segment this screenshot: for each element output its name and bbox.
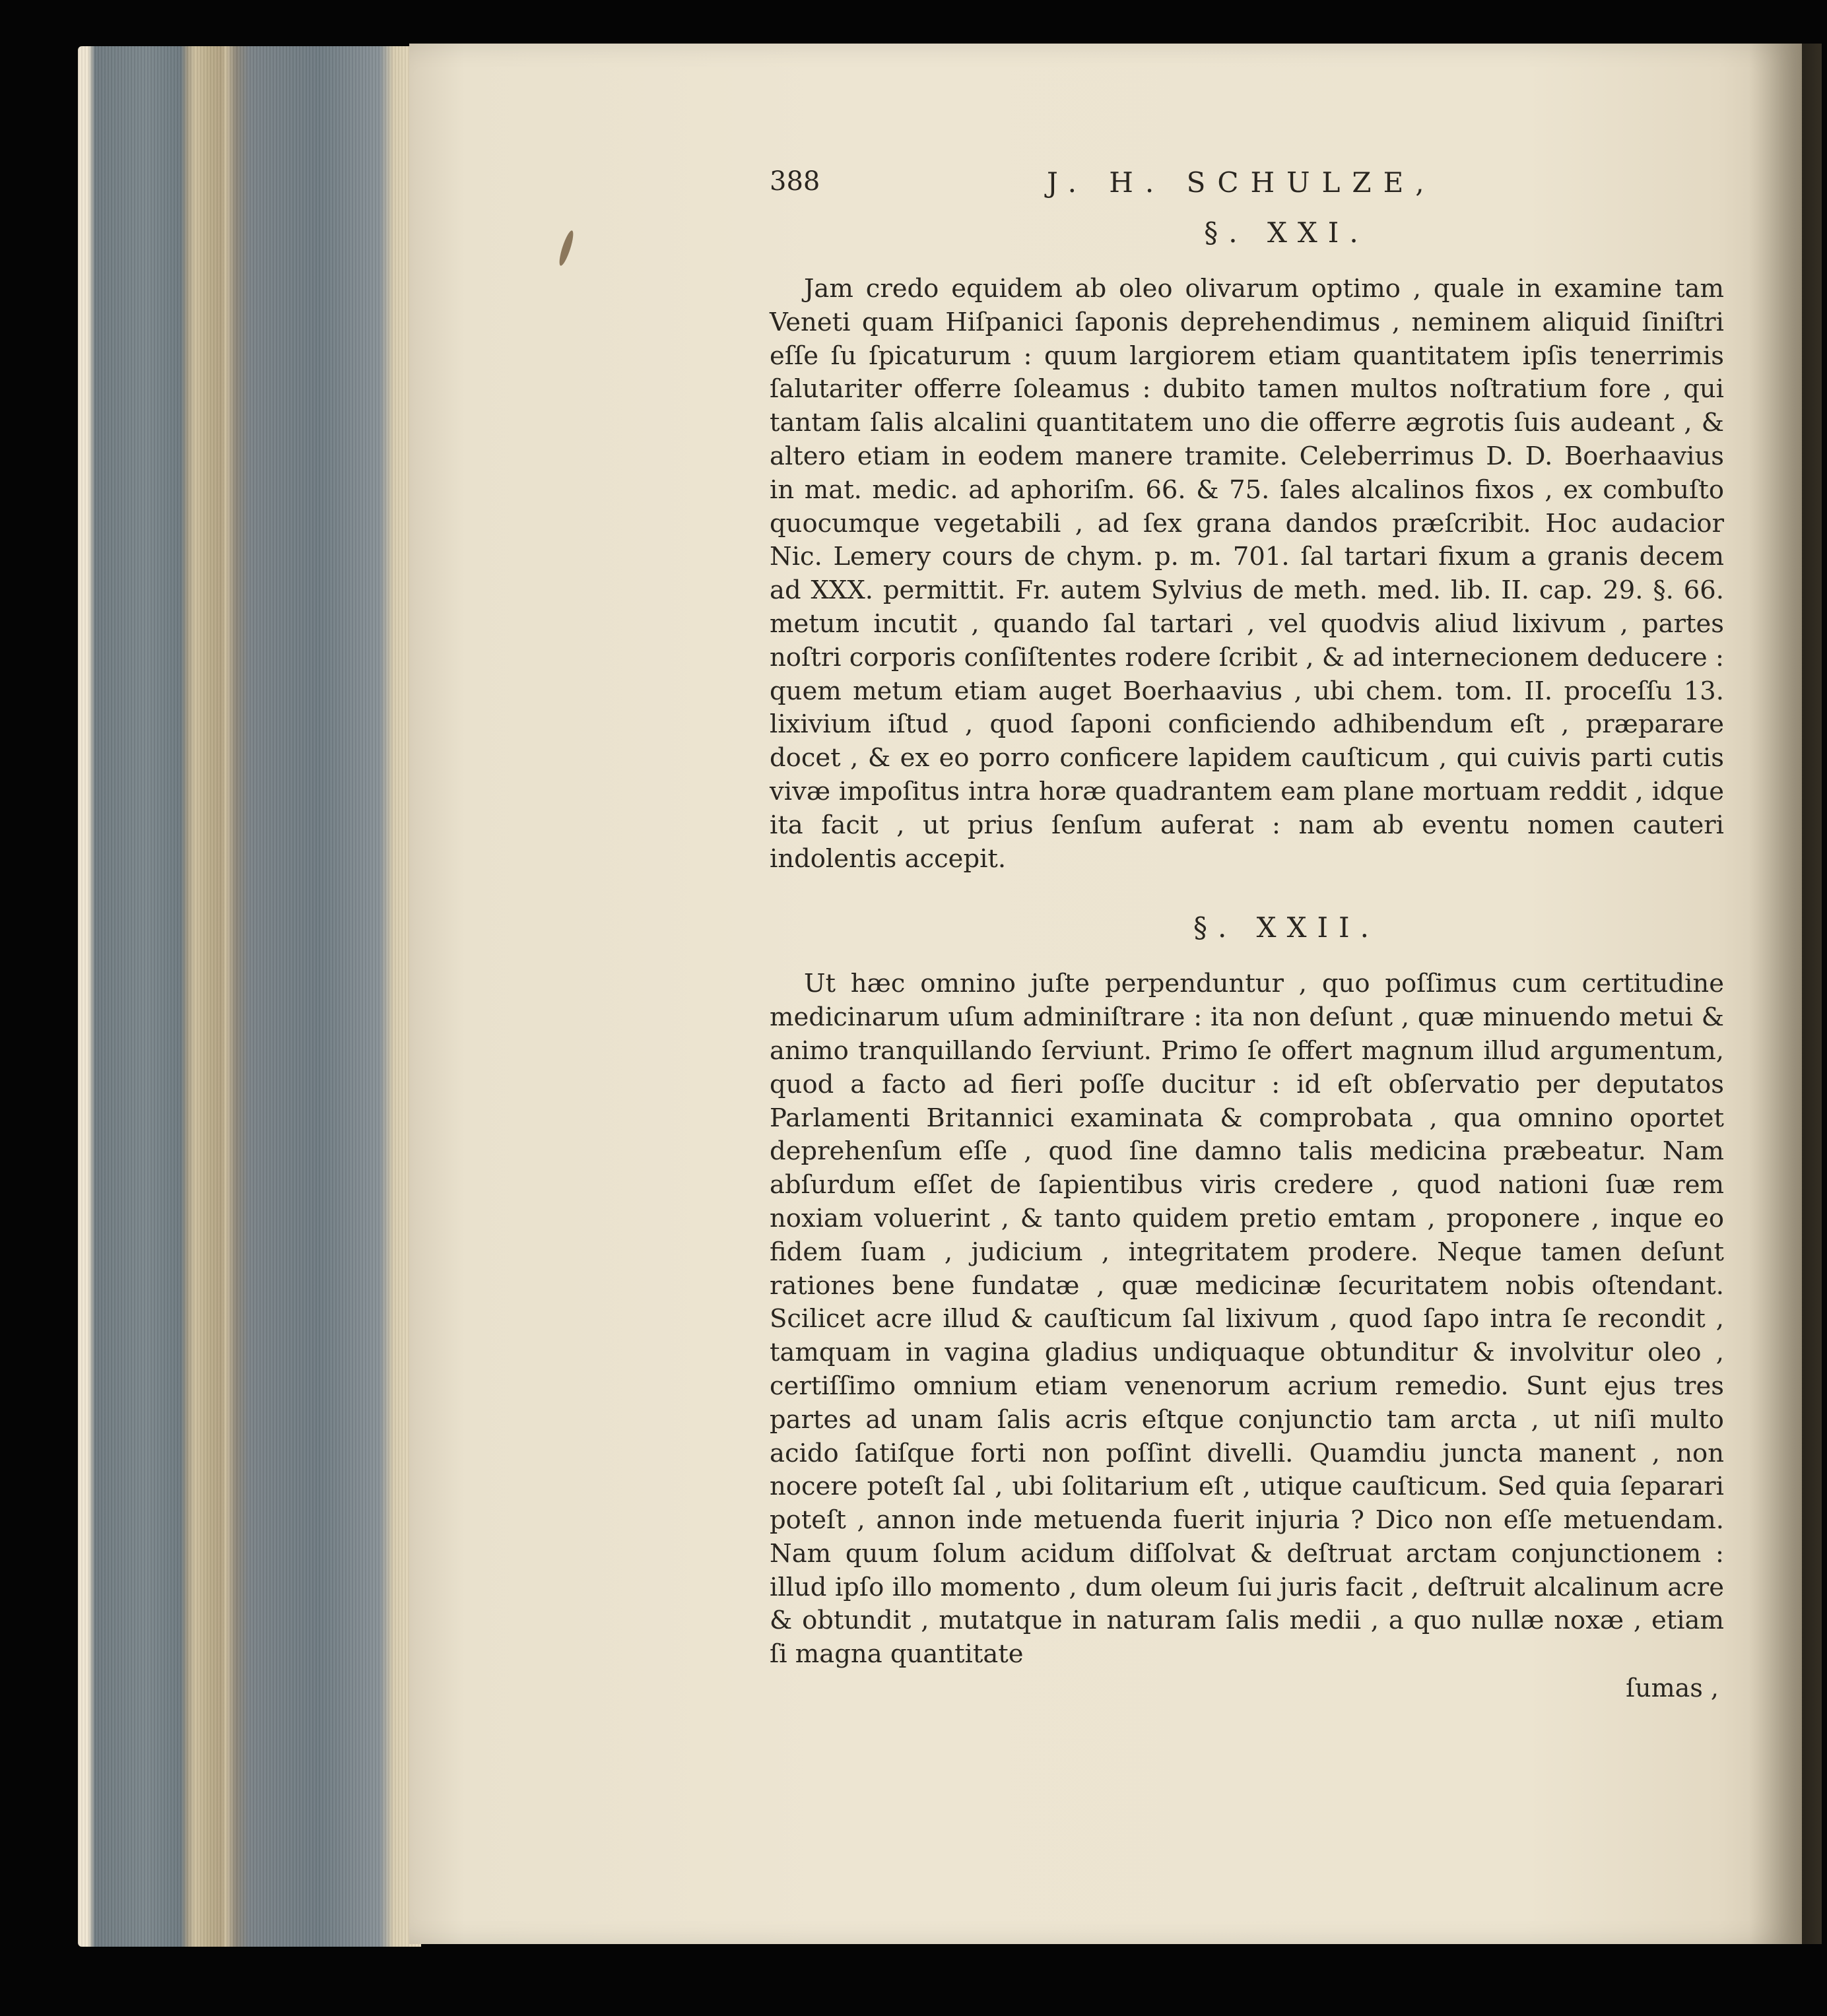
book-fore-edge: [78, 46, 421, 1947]
section-heading: §. XXII.: [1193, 911, 1380, 944]
page-number: 388: [770, 166, 820, 197]
running-head: J. H. SCHULZE,: [1047, 166, 1436, 199]
section-heading: §. XXI.: [1204, 216, 1369, 249]
catchword: ſumas ,: [1626, 1674, 1719, 1703]
gutter-shadow: [1749, 44, 1822, 1944]
section-paragraph: Ut hæc omnino juſte perpenduntur , quo poſſimus cum certitudine medicinarum uſum adminiſtrare : ita non deſunt , quæ minuendo metui & animo tranquillando ſerviunt. Primo ſe offert magnum illud argumentum, quod a facto ad fieri poſſe ducitur : id eſt obſervatio per deputatos Parlamenti Britannici examinata & comprobata , qua omnino oportet deprehenſum eſſe , quod ſine damno talis medicina præbeatur. Nam abſurdum eſſet de ſapientibus viris credere , quod nationi ſuæ rem noxiam voluerint , & tanto quidem pretio emtam , proponere , inque eo fidem ſuam , judicium , integritatem prodere. Neque tamen deſunt rationes bene fundatæ , quæ medicinæ ſecuritatem nobis oſtendant. Scilicet acre illud & cauſticum ſal lixivum , quod ſapo intra ſe recondit , tamquam in vagina gladius undiquaque obtunditur & involvitur oleo , certiſſimo omnium etiam venenorum acrium remedio. Sunt ejus tres partes ad unam ſalis acris eſtque conjunctio tam arcta , ut niſi multo acido ſatiſque forti non poſſint divelli. Quamdiu juncta manent , non nocere poteſt ſal , ubi ſolitarium eſt , utique cauſticum. Sed quia ſeparari poteſt , annon inde metuenda fuerit injuria ? Dico non eſſe metuendam. Nam quum ſolum acidum diſſolvat & deſtruat arctam conjunctionem : illud ipſo illo momento , dum oleum ſui juris facit , deſtruit alcalinum acre & obtundit , mutatque in naturam ſalis medii , a quo nullæ noxæ , etiam ſi magna quantitate: [770, 969, 1724, 1670]
section-paragraph: Jam credo equidem ab oleo olivarum optimo , quale in examine tam Veneti quam Hiſpanici ſaponis deprehendimus , neminem aliquid ſiniſtri eſſe ſu ſpicaturum : quum largiorem etiam quantitatem ipſis tenerrimis ſalutariter offerre ſoleamus : dubito tamen multos noſtratium fore , qui tantam ſalis alcalini quantitatem uno die offerre ægrotis ſuis audeant , & altero etiam in eodem manere tramite. Celeberrimus D. D. Boerhaavius in mat. medic. ad aphoriſm. 66. & 75. ſales alcalinos fixos , ex combuſto quocumque vegetabili , ad ſex grana dandos præſcribit. Hoc audacior Nic. Lemery cours de chym. p. m. 701. ſal tartari fixum a granis decem ad XXX. permittit. Fr. autem Sylvius de meth. med. lib. II. cap. 29. §. 66. metum incutit , quando ſal tartari , vel quodvis aliud lixivum , partes noſtri corporis conſiſtentes rodere ſcribit , & ad internecionem deducere : quem metum etiam auget Boerhaavius , ubi chem. tom. II. proceſſu 13. lixivium iſtud , quod ſaponi conficiendo adhibendum eſt , præparare docet , & ex eo porro conficere lapidem cauſticum , qui cuivis parti cutis vivæ impoſitus intra horæ quadrantem eam plane mortuam reddit , idque ita facit , ut prius ſenſum auferat : nam ab eventu nomen cauteri indolentis accepit.: [770, 274, 1724, 874]
page-text: [770, 153, 1724, 1705]
page-header: [770, 153, 1724, 212]
